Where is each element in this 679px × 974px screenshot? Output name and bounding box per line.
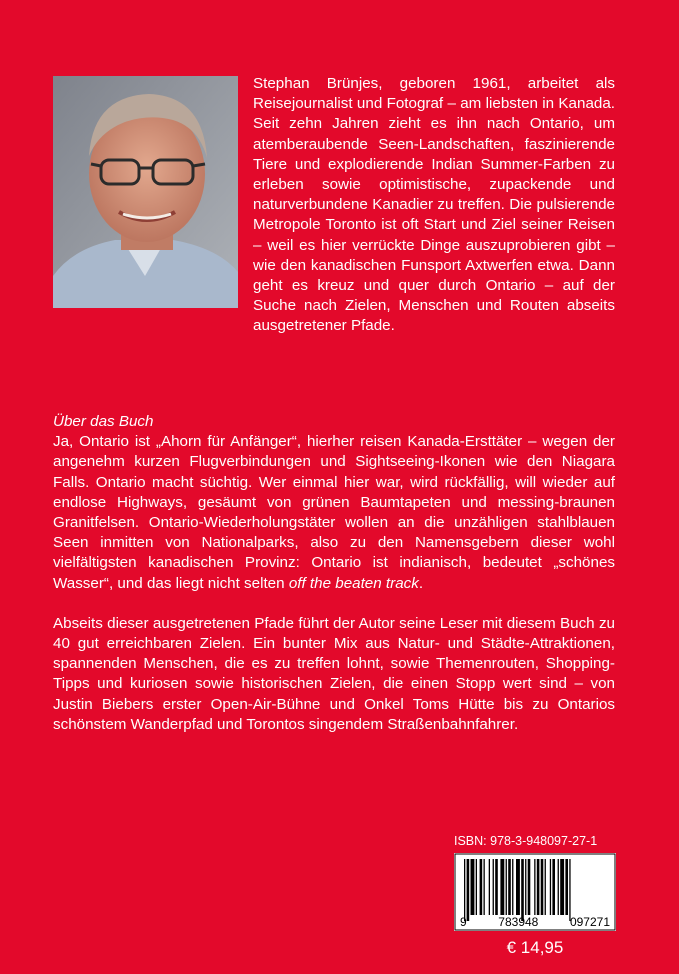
barcode-digits-right: 097271 bbox=[569, 915, 610, 929]
barcode-bar bbox=[565, 859, 568, 915]
barcode-bar bbox=[464, 859, 465, 921]
barcode-digit-lead: 9 bbox=[460, 915, 467, 929]
barcode-bar bbox=[512, 859, 513, 915]
about-heading: Über das Buch bbox=[53, 413, 154, 430]
barcode-bar bbox=[500, 859, 504, 915]
barcode-bar bbox=[560, 859, 564, 915]
photo-spacer bbox=[53, 74, 253, 318]
about-paragraph-1 bbox=[53, 432, 615, 594]
about-the-book bbox=[53, 412, 615, 735]
barcode-bar bbox=[558, 859, 559, 915]
isbn-label: ISBN: 978-3-948097-27-1 bbox=[454, 834, 598, 848]
barcode bbox=[454, 853, 616, 931]
barcode-bar bbox=[541, 859, 544, 915]
barcode-bar bbox=[534, 859, 535, 915]
barcode-bar bbox=[471, 859, 475, 915]
barcode-digits bbox=[454, 915, 616, 929]
barcode-bar bbox=[525, 859, 526, 915]
barcode-digits-left: 783948 bbox=[498, 915, 539, 929]
barcode-bar bbox=[552, 859, 555, 915]
barcode-bar bbox=[521, 859, 524, 921]
about-paragraph-2: Abseits dieser ausgetretenen Pfade führt der Autor seine Leser mit diesem Buch zu 40 gut erreichbaren Zielen. Ein bunter Mix aus Natur- und Städte-Attraktionen, spannenden Menschen, die es zu treffen lohnt, sowie Themenrouten, Shopping-Tipps und kuriosen sowie historischen Zielen, die einen Stopp wert sind – von Justin Biebers erster Open-Air-Bühne und Onkel Toms Hütte bis zu Ontarios schönstem Wanderpfad und Torontos singendem Straßenbahnfahrer. bbox=[53, 614, 615, 733]
about-paragraph-1-italic: off the beaten track bbox=[288, 574, 419, 592]
barcode-bar bbox=[508, 859, 511, 915]
about-paragraph-1-end: . bbox=[418, 574, 424, 592]
barcode-bar bbox=[467, 859, 470, 921]
barcode-bar bbox=[569, 859, 570, 921]
barcode-bar bbox=[489, 859, 490, 915]
barcode-bar bbox=[545, 859, 546, 915]
price: € 14,95 bbox=[506, 938, 564, 957]
barcode-bar bbox=[550, 859, 551, 915]
barcode-bar bbox=[480, 859, 483, 915]
barcode-bar bbox=[493, 859, 494, 915]
barcode-bar bbox=[528, 859, 531, 915]
author-bio-text: Stephan Brünjes, geboren 1961, arbeitet als Reisejournalist und Fotograf – am liebsten in Kanada. Seit zehn Jahren zieht es ihn nach Ontario, um atemberaubende Seen-Landschaften, faszinierende Tiere und explodierende Indian Summer-Farben zu erleben sowie optimistische, zupackende und naturverbundene Kanadier zu treffen. Die pulsierende Metropole Toronto ist oft Start und Ziel seiner Reisen – weil es hier verrückte Dinge auszuprobieren gibt – wie den kanadischen Funsport Axtwerfen etwa. Dann geht es kreuz und quer durch Ontario – auf der Suche nach Zielen, Menschen und Routen abseits ausgetretener Pfade. bbox=[253, 75, 615, 335]
barcode-bar bbox=[484, 859, 485, 915]
barcode-bar bbox=[495, 859, 498, 915]
barcode-bar bbox=[506, 859, 507, 915]
barcode-bar bbox=[537, 859, 540, 915]
author-bio bbox=[53, 74, 615, 337]
barcode-bar bbox=[476, 859, 477, 915]
about-paragraph-1-text: Ja, Ontario ist „Ahorn für Anfänger“, hierher reisen Kanada-Ersttäter – wegen der angenehm kurzen Flugverbindungen und Sightseeing-Ikonen wie den Niagara Falls. Ontario macht süchtig. Wer einmal hier war, wird rückfällig, will wieder auf endlose Highways, gesäumt von grünen Baumtapeten und messing-braunen Granitfelsen. Ontario-Wiederholungstäter wollen an die unzähligen stahlblauen Seen inmitten von Nationalparks, also zu den Namensgebern dieser wohl vielfältigsten kanadischen Provinz: Ontario ist indianisch, bedeutet „schönes Wasser“, und das liegt nicht selten bbox=[53, 433, 615, 592]
barcode-bar bbox=[516, 859, 520, 915]
